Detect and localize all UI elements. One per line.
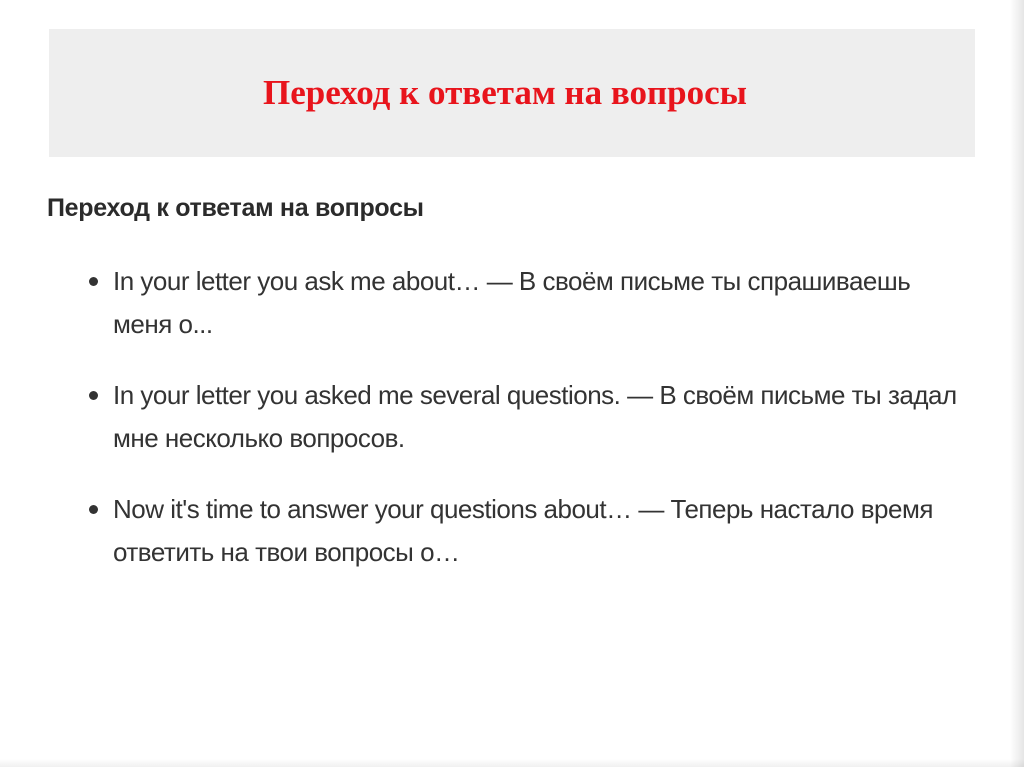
list-item	[47, 260, 973, 346]
bullet-list	[47, 260, 977, 574]
content-area	[47, 188, 977, 574]
bullet-dot-icon	[89, 391, 98, 400]
slide-title: Переход к ответам на вопросы	[262, 73, 748, 112]
bullet-dot-icon	[89, 505, 98, 514]
title-band	[49, 29, 975, 157]
list-item-text: Now it's time to answer your questions about… — Теперь настало время ответить на твои вопросы о…	[113, 494, 933, 567]
section-heading: Переход к ответам на вопросы	[47, 194, 424, 222]
slide-bottom-shadow	[0, 759, 1024, 767]
list-item	[47, 488, 973, 574]
list-item-text: In your letter you ask me about… — В своём письме ты спрашиваешь меня о...	[113, 266, 911, 339]
slide-edge-shadow	[1010, 0, 1024, 767]
bullet-dot-icon	[89, 277, 98, 286]
list-item	[47, 374, 973, 460]
list-item-text: In your letter you asked me several questions. — В своём письме ты задал мне несколько вопросов.	[113, 380, 957, 453]
